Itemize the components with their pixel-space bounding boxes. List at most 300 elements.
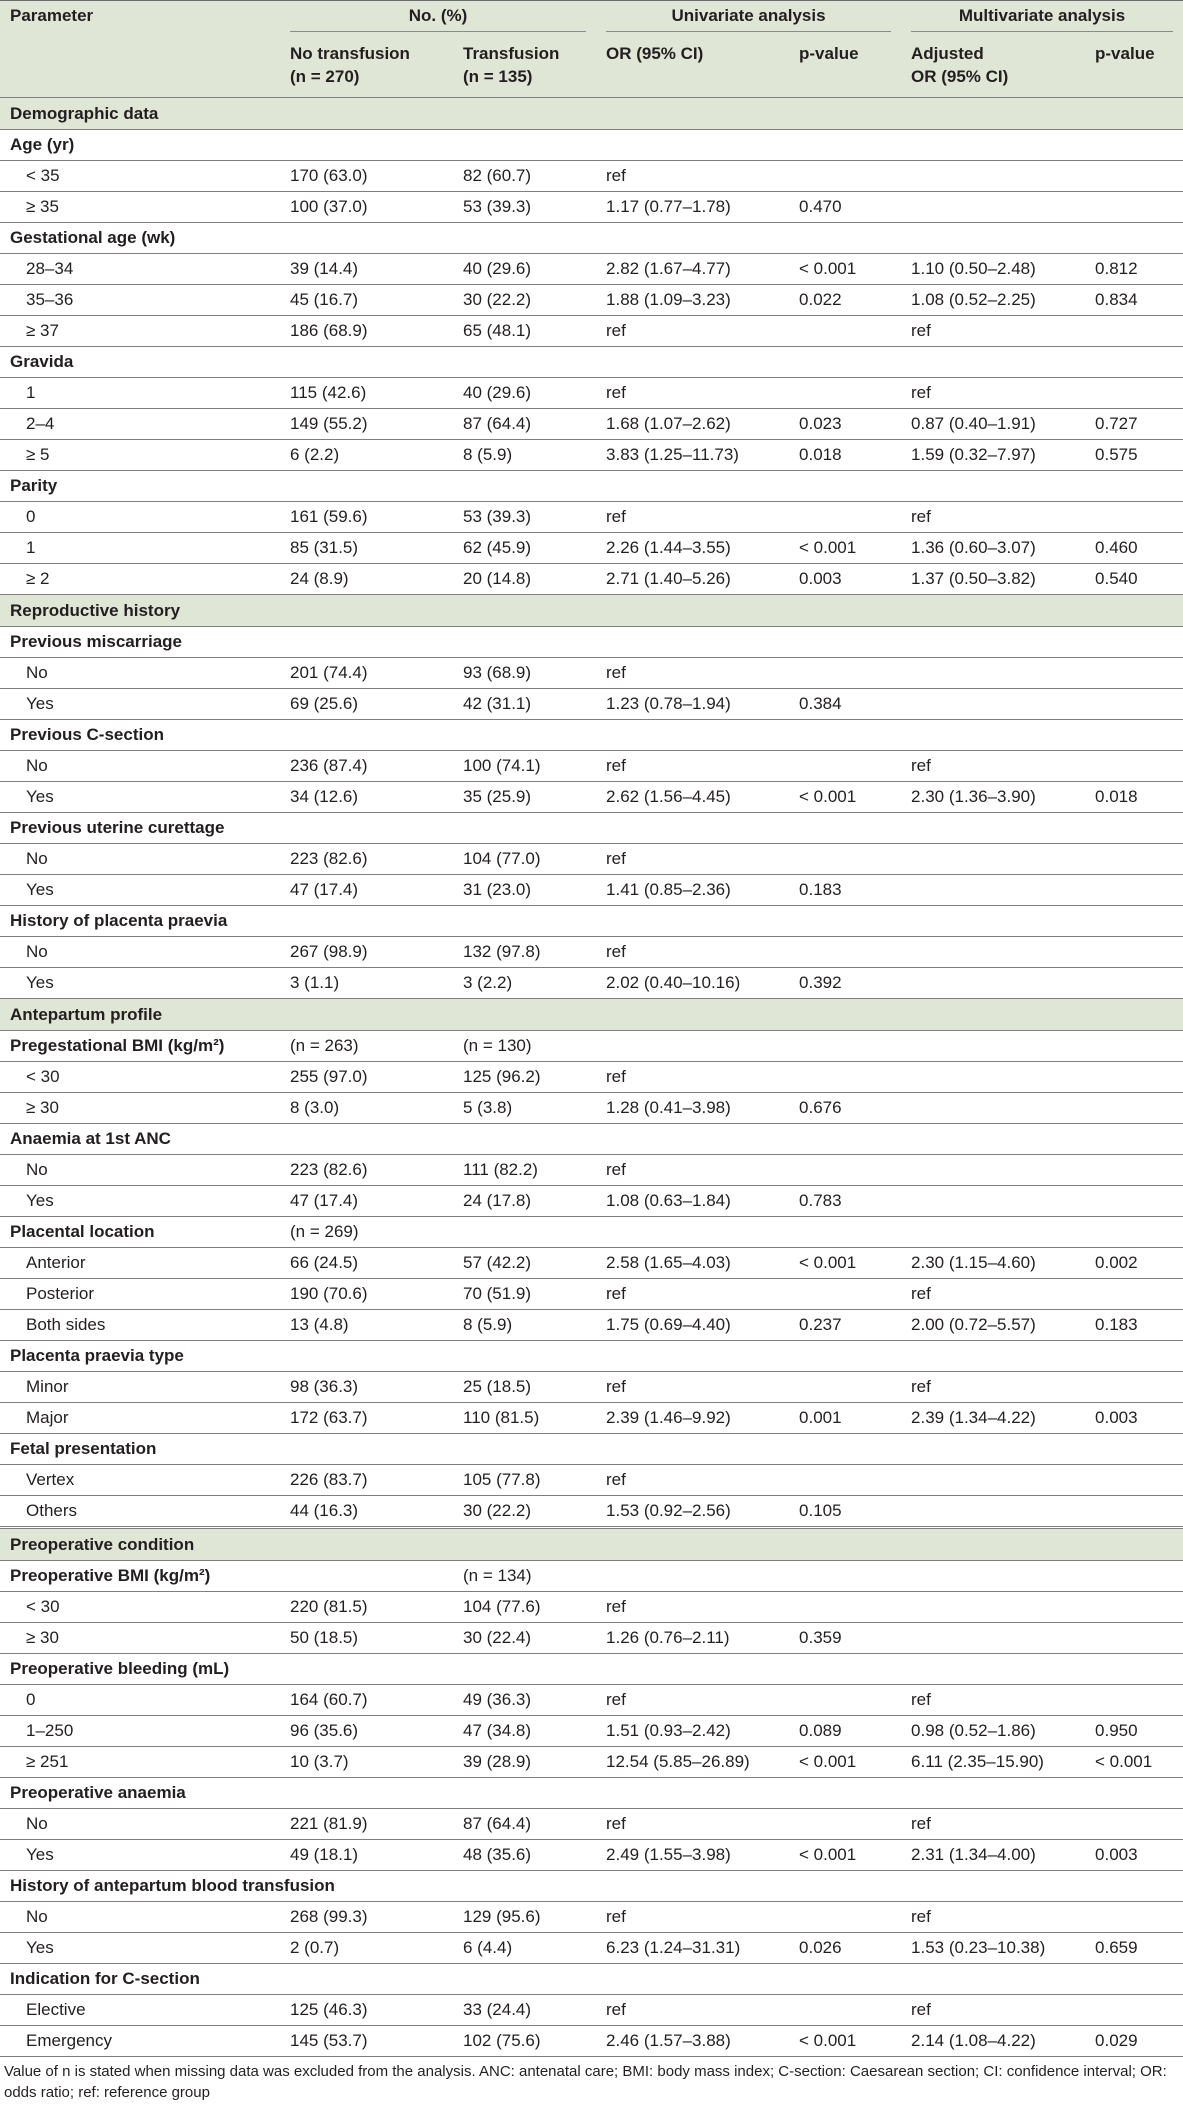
adjusted-pvalue-cell — [1085, 161, 1183, 192]
header-multivariate — [901, 1, 1183, 39]
header-no-pct-label: No. (%) — [290, 6, 586, 32]
empty-cell — [901, 347, 1085, 378]
section-row — [0, 999, 1183, 1031]
adjusted-pvalue-cell: 0.003 — [1085, 1403, 1183, 1434]
group-label: Parity — [0, 471, 280, 502]
no-transfusion-cell: 221 (81.9) — [280, 1809, 453, 1840]
group-row — [0, 906, 1183, 937]
transfusion-cell: 40 (29.6) — [453, 254, 596, 285]
or-cell: ref — [596, 1809, 789, 1840]
adjusted-pvalue-cell — [1085, 1465, 1183, 1496]
group-row — [0, 1031, 1183, 1062]
empty-cell — [789, 906, 901, 937]
adjusted-or-cell — [901, 1592, 1085, 1623]
header-no-transfusion-n: (n = 270) — [290, 67, 360, 86]
no-transfusion-cell: 145 (53.7) — [280, 2026, 453, 2057]
empty-cell — [596, 1778, 789, 1809]
adjusted-or-cell: 2.30 (1.36–3.90) — [901, 782, 1085, 813]
empty-cell — [1085, 1654, 1183, 1685]
or-cell: 1.75 (0.69–4.40) — [596, 1310, 789, 1341]
or-cell: 2.02 (0.40–10.16) — [596, 968, 789, 999]
transfusion-cell: 105 (77.8) — [453, 1465, 596, 1496]
group-row — [0, 1124, 1183, 1155]
table-row — [0, 1372, 1183, 1403]
group-n-cell — [280, 1341, 453, 1372]
adjusted-pvalue-cell: 0.003 — [1085, 1840, 1183, 1871]
empty-cell — [789, 130, 901, 161]
adjusted-or-cell — [901, 1155, 1085, 1186]
row-label: < 30 — [0, 1592, 280, 1623]
or-cell: ref — [596, 1465, 789, 1496]
adjusted-or-cell — [901, 1093, 1085, 1124]
adjusted-pvalue-cell — [1085, 1062, 1183, 1093]
no-transfusion-cell: 3 (1.1) — [280, 968, 453, 999]
group-n-cell — [453, 1964, 596, 1995]
row-label: No — [0, 937, 280, 968]
group-n-cell — [453, 720, 596, 751]
group-label: Indication for C-section — [0, 1964, 280, 1995]
no-transfusion-cell: 268 (99.3) — [280, 1902, 453, 1933]
empty-cell — [596, 223, 789, 254]
or-cell: 1.53 (0.92–2.56) — [596, 1496, 789, 1528]
header-transfusion-label: Transfusion — [463, 44, 560, 63]
adjusted-pvalue-cell — [1085, 1093, 1183, 1124]
or-cell: 2.58 (1.65–4.03) — [596, 1248, 789, 1279]
table-row — [0, 192, 1183, 223]
row-label: < 35 — [0, 161, 280, 192]
no-transfusion-cell: 50 (18.5) — [280, 1623, 453, 1654]
empty-cell — [596, 1871, 789, 1902]
adjusted-or-cell: ref — [901, 1685, 1085, 1716]
row-label: 1–250 — [0, 1716, 280, 1747]
header-adjusted-or — [901, 38, 1085, 98]
empty-cell — [596, 720, 789, 751]
transfusion-cell: 8 (5.9) — [453, 440, 596, 471]
empty-cell — [789, 1217, 901, 1248]
empty-cell — [789, 1434, 901, 1465]
no-transfusion-cell: 161 (59.6) — [280, 502, 453, 533]
row-label: Yes — [0, 1186, 280, 1217]
empty-cell — [1085, 813, 1183, 844]
or-cell: ref — [596, 1902, 789, 1933]
group-row — [0, 627, 1183, 658]
adjusted-or-cell: ref — [901, 1809, 1085, 1840]
transfusion-cell: 3 (2.2) — [453, 968, 596, 999]
adjusted-pvalue-cell — [1085, 1186, 1183, 1217]
empty-cell — [1085, 1341, 1183, 1372]
group-row — [0, 1778, 1183, 1809]
pvalue-cell — [789, 658, 901, 689]
pvalue-cell — [789, 1902, 901, 1933]
no-transfusion-cell: 47 (17.4) — [280, 875, 453, 906]
group-label: Fetal presentation — [0, 1434, 280, 1465]
no-transfusion-cell: 267 (98.9) — [280, 937, 453, 968]
group-n-cell — [280, 906, 453, 937]
table-row — [0, 1155, 1183, 1186]
group-n-cell — [453, 1217, 596, 1248]
transfusion-cell: 62 (45.9) — [453, 533, 596, 564]
adjusted-or-cell: 2.30 (1.15–4.60) — [901, 1248, 1085, 1279]
adjusted-pvalue-cell — [1085, 192, 1183, 223]
empty-cell — [901, 1654, 1085, 1685]
no-transfusion-cell: 2 (0.7) — [280, 1933, 453, 1964]
no-transfusion-cell: 186 (68.9) — [280, 316, 453, 347]
table-row — [0, 409, 1183, 440]
empty-cell — [901, 223, 1085, 254]
group-n-cell — [280, 471, 453, 502]
table-row — [0, 782, 1183, 813]
no-transfusion-cell: 39 (14.4) — [280, 254, 453, 285]
transfusion-cell: 57 (42.2) — [453, 1248, 596, 1279]
group-row — [0, 471, 1183, 502]
pvalue-cell — [789, 751, 901, 782]
transfusion-cell: 30 (22.2) — [453, 1496, 596, 1528]
row-label: ≥ 30 — [0, 1093, 280, 1124]
table-row — [0, 1933, 1183, 1964]
group-n-cell — [280, 1561, 453, 1592]
adjusted-or-cell: ref — [901, 1372, 1085, 1403]
table-row — [0, 254, 1183, 285]
adjusted-or-cell — [901, 968, 1085, 999]
empty-cell — [789, 627, 901, 658]
empty-cell — [1085, 1434, 1183, 1465]
or-cell: ref — [596, 937, 789, 968]
or-cell: 2.62 (1.56–4.45) — [596, 782, 789, 813]
no-transfusion-cell: 100 (37.0) — [280, 192, 453, 223]
transfusion-cell: 100 (74.1) — [453, 751, 596, 782]
row-label: Vertex — [0, 1465, 280, 1496]
table-row — [0, 1186, 1183, 1217]
transfusion-cell: 6 (4.4) — [453, 1933, 596, 1964]
row-label: 0 — [0, 1685, 280, 1716]
pvalue-cell — [789, 1592, 901, 1623]
empty-cell — [901, 906, 1085, 937]
adjusted-or-cell: 2.39 (1.34–4.22) — [901, 1403, 1085, 1434]
empty-cell — [901, 1124, 1085, 1155]
no-transfusion-cell: 8 (3.0) — [280, 1093, 453, 1124]
empty-cell — [901, 1778, 1085, 1809]
empty-cell — [789, 223, 901, 254]
adjusted-pvalue-cell: 0.029 — [1085, 2026, 1183, 2057]
adjusted-or-cell: 0.98 (0.52–1.86) — [901, 1716, 1085, 1747]
pvalue-cell: < 0.001 — [789, 1248, 901, 1279]
group-label: Preoperative BMI (kg/m²) — [0, 1561, 280, 1592]
empty-cell — [789, 347, 901, 378]
no-transfusion-cell: 164 (60.7) — [280, 1685, 453, 1716]
pvalue-cell: 0.470 — [789, 192, 901, 223]
row-label: Minor — [0, 1372, 280, 1403]
pvalue-cell — [789, 937, 901, 968]
header-univariate-label: Univariate analysis — [606, 6, 891, 32]
group-n-cell — [453, 1871, 596, 1902]
no-transfusion-cell: 172 (63.7) — [280, 1403, 453, 1434]
header-blank — [0, 38, 280, 98]
adjusted-or-cell — [901, 1623, 1085, 1654]
group-n-cell — [453, 1778, 596, 1809]
group-row — [0, 1434, 1183, 1465]
header-transfusion — [453, 38, 596, 98]
transfusion-cell: 40 (29.6) — [453, 378, 596, 409]
adjusted-or-cell: 1.59 (0.32–7.97) — [901, 440, 1085, 471]
adjusted-pvalue-cell — [1085, 1279, 1183, 1310]
row-label: 1 — [0, 378, 280, 409]
or-cell: ref — [596, 1372, 789, 1403]
pvalue-cell: 0.783 — [789, 1186, 901, 1217]
adjusted-or-cell: ref — [901, 502, 1085, 533]
adjusted-pvalue-cell — [1085, 844, 1183, 875]
adjusted-or-cell — [901, 1496, 1085, 1528]
or-cell: ref — [596, 161, 789, 192]
empty-cell — [1085, 1871, 1183, 1902]
pvalue-cell: < 0.001 — [789, 1747, 901, 1778]
pvalue-cell: 0.018 — [789, 440, 901, 471]
adjusted-pvalue-cell — [1085, 1496, 1183, 1528]
transfusion-cell: 24 (17.8) — [453, 1186, 596, 1217]
no-transfusion-cell: 236 (87.4) — [280, 751, 453, 782]
table-row — [0, 968, 1183, 999]
table-row — [0, 533, 1183, 564]
table-row — [0, 1093, 1183, 1124]
adjusted-pvalue-cell: 0.018 — [1085, 782, 1183, 813]
group-label: Anaemia at 1st ANC — [0, 1124, 280, 1155]
adjusted-or-cell: ref — [901, 378, 1085, 409]
no-transfusion-cell: 149 (55.2) — [280, 409, 453, 440]
empty-cell — [901, 720, 1085, 751]
table-row — [0, 1279, 1183, 1310]
row-label: ≥ 30 — [0, 1623, 280, 1654]
group-label: History of placenta praevia — [0, 906, 280, 937]
or-cell: 2.71 (1.40–5.26) — [596, 564, 789, 595]
empty-cell — [789, 720, 901, 751]
row-label: ≥ 5 — [0, 440, 280, 471]
pvalue-cell — [789, 161, 901, 192]
footnote: Value of n is stated when missing data was excluded from the analysis. ANC: antenatal care; BMI: body mass index; C-section: Caesarean section; CI: confidence interval; OR: odds ratio; ref: reference group — [4, 2063, 1167, 2101]
header-adjusted-label: Adjusted — [911, 44, 984, 63]
table-row — [0, 378, 1183, 409]
table-row — [0, 564, 1183, 595]
pvalue-cell — [789, 1465, 901, 1496]
transfusion-cell: 93 (68.9) — [453, 658, 596, 689]
adjusted-pvalue-cell — [1085, 502, 1183, 533]
group-label: Gravida — [0, 347, 280, 378]
no-transfusion-cell: 223 (82.6) — [280, 1155, 453, 1186]
section-label: Reproductive history — [0, 595, 1183, 627]
adjusted-or-cell: 2.14 (1.08–4.22) — [901, 2026, 1085, 2057]
empty-cell — [901, 1871, 1085, 1902]
pvalue-cell: 0.392 — [789, 968, 901, 999]
or-cell: ref — [596, 844, 789, 875]
transfusion-cell: 104 (77.6) — [453, 1592, 596, 1623]
group-n-cell: (n = 269) — [280, 1217, 453, 1248]
adjusted-or-cell: 1.37 (0.50–3.82) — [901, 564, 1085, 595]
no-transfusion-cell: 190 (70.6) — [280, 1279, 453, 1310]
transfusion-cell: 87 (64.4) — [453, 409, 596, 440]
group-n-cell — [453, 813, 596, 844]
row-label: No — [0, 751, 280, 782]
group-label: Placental location — [0, 1217, 280, 1248]
or-cell: 1.41 (0.85–2.36) — [596, 875, 789, 906]
empty-cell — [1085, 1964, 1183, 1995]
no-transfusion-cell: 223 (82.6) — [280, 844, 453, 875]
or-cell: 12.54 (5.85–26.89) — [596, 1747, 789, 1778]
or-cell: ref — [596, 502, 789, 533]
adjusted-or-cell — [901, 1062, 1085, 1093]
no-transfusion-cell: 96 (35.6) — [280, 1716, 453, 1747]
pvalue-cell: 0.183 — [789, 875, 901, 906]
row-label: 1 — [0, 533, 280, 564]
pvalue-cell — [789, 1995, 901, 2026]
row-label: No — [0, 1155, 280, 1186]
group-n-cell: (n = 134) — [453, 1561, 596, 1592]
or-cell: 1.88 (1.09–3.23) — [596, 285, 789, 316]
adjusted-pvalue-cell — [1085, 1155, 1183, 1186]
no-transfusion-cell: 69 (25.6) — [280, 689, 453, 720]
adjusted-pvalue-cell — [1085, 1592, 1183, 1623]
pvalue-cell — [789, 378, 901, 409]
row-label: 28–34 — [0, 254, 280, 285]
adjusted-or-cell: 6.11 (2.35–15.90) — [901, 1747, 1085, 1778]
header-adjusted-or-label: OR (95% CI) — [911, 67, 1009, 86]
adjusted-pvalue-cell — [1085, 1995, 1183, 2026]
adjusted-pvalue-cell — [1085, 316, 1183, 347]
or-cell: 1.26 (0.76–2.11) — [596, 1623, 789, 1654]
pvalue-cell: < 0.001 — [789, 1840, 901, 1871]
adjusted-or-cell — [901, 1186, 1085, 1217]
transfusion-cell: 35 (25.9) — [453, 782, 596, 813]
row-label: No — [0, 658, 280, 689]
empty-cell — [596, 1654, 789, 1685]
or-cell: ref — [596, 316, 789, 347]
group-label: Previous miscarriage — [0, 627, 280, 658]
pvalue-cell — [789, 1155, 901, 1186]
group-n-cell — [280, 1434, 453, 1465]
row-label: No — [0, 1902, 280, 1933]
table-row — [0, 1840, 1183, 1871]
row-label: Yes — [0, 875, 280, 906]
or-cell: 1.68 (1.07–2.62) — [596, 409, 789, 440]
table-row — [0, 1310, 1183, 1341]
row-label: ≥ 2 — [0, 564, 280, 595]
adjusted-pvalue-cell — [1085, 1809, 1183, 1840]
no-transfusion-cell: 6 (2.2) — [280, 440, 453, 471]
group-n-cell — [453, 906, 596, 937]
header-no-pct — [280, 1, 596, 39]
empty-cell — [1085, 906, 1183, 937]
group-row — [0, 223, 1183, 254]
no-transfusion-cell: 47 (17.4) — [280, 1186, 453, 1217]
row-label: Yes — [0, 782, 280, 813]
or-cell: 1.23 (0.78–1.94) — [596, 689, 789, 720]
adjusted-pvalue-cell: < 0.001 — [1085, 1747, 1183, 1778]
row-label: Posterior — [0, 1279, 280, 1310]
transfusion-cell: 25 (18.5) — [453, 1372, 596, 1403]
header-transfusion-n: (n = 135) — [463, 67, 533, 86]
pvalue-cell: 0.237 — [789, 1310, 901, 1341]
transfusion-cell: 5 (3.8) — [453, 1093, 596, 1124]
table-row — [0, 844, 1183, 875]
header-univariate — [596, 1, 901, 39]
table-row — [0, 502, 1183, 533]
transfusion-cell: 70 (51.9) — [453, 1279, 596, 1310]
group-row — [0, 1871, 1183, 1902]
group-label: History of antepartum blood transfusion — [0, 1871, 280, 1902]
transfusion-cell: 129 (95.6) — [453, 1902, 596, 1933]
pvalue-cell: 0.023 — [789, 409, 901, 440]
table-header — [0, 1, 1183, 98]
group-row — [0, 1341, 1183, 1372]
empty-cell — [1085, 720, 1183, 751]
empty-cell — [901, 471, 1085, 502]
adjusted-or-cell: ref — [901, 316, 1085, 347]
or-cell: ref — [596, 658, 789, 689]
transfusion-cell: 53 (39.3) — [453, 502, 596, 533]
adjusted-pvalue-cell — [1085, 689, 1183, 720]
group-n-cell — [453, 223, 596, 254]
no-transfusion-cell: 226 (83.7) — [280, 1465, 453, 1496]
empty-cell — [901, 813, 1085, 844]
empty-cell — [1085, 471, 1183, 502]
group-label: Preoperative anaemia — [0, 1778, 280, 1809]
row-label: < 30 — [0, 1062, 280, 1093]
adjusted-pvalue-cell: 0.727 — [1085, 409, 1183, 440]
adjusted-pvalue-cell: 0.183 — [1085, 1310, 1183, 1341]
empty-cell — [1085, 223, 1183, 254]
pvalue-cell — [789, 316, 901, 347]
row-label: Yes — [0, 1933, 280, 1964]
empty-cell — [596, 347, 789, 378]
adjusted-pvalue-cell: 0.460 — [1085, 533, 1183, 564]
or-cell: ref — [596, 1155, 789, 1186]
row-label: 35–36 — [0, 285, 280, 316]
group-row — [0, 1654, 1183, 1685]
group-label: Previous C-section — [0, 720, 280, 751]
table-row — [0, 1062, 1183, 1093]
group-row — [0, 1964, 1183, 1995]
adjusted-pvalue-cell: 0.659 — [1085, 1933, 1183, 1964]
table-row — [0, 1496, 1183, 1528]
pvalue-cell — [789, 502, 901, 533]
empty-cell — [1085, 130, 1183, 161]
group-row — [0, 1561, 1183, 1592]
adjusted-or-cell: ref — [901, 1279, 1085, 1310]
transfusion-cell: 104 (77.0) — [453, 844, 596, 875]
no-transfusion-cell: 66 (24.5) — [280, 1248, 453, 1279]
adjusted-pvalue-cell — [1085, 658, 1183, 689]
transfusion-cell: 20 (14.8) — [453, 564, 596, 595]
transfusion-cell: 42 (31.1) — [453, 689, 596, 720]
group-n-cell — [453, 130, 596, 161]
adjusted-or-cell: 1.36 (0.60–3.07) — [901, 533, 1085, 564]
adjusted-or-cell: 2.00 (0.72–5.57) — [901, 1310, 1085, 1341]
table-row — [0, 1809, 1183, 1840]
header-parameter: Parameter — [0, 1, 280, 39]
group-label: Placenta praevia type — [0, 1341, 280, 1372]
adjusted-pvalue-cell — [1085, 1685, 1183, 1716]
empty-cell — [596, 906, 789, 937]
adjusted-pvalue-cell — [1085, 937, 1183, 968]
pvalue-cell: 0.022 — [789, 285, 901, 316]
group-n-cell — [453, 1341, 596, 1372]
group-label: Pregestational BMI (kg/m²) — [0, 1031, 280, 1062]
empty-cell — [1085, 1778, 1183, 1809]
row-label: ≥ 251 — [0, 1747, 280, 1778]
group-row — [0, 1217, 1183, 1248]
no-transfusion-cell: 13 (4.8) — [280, 1310, 453, 1341]
pvalue-cell: 0.089 — [789, 1716, 901, 1747]
pvalue-cell: 0.676 — [789, 1093, 901, 1124]
or-cell: 6.23 (1.24–31.31) — [596, 1933, 789, 1964]
row-label: Yes — [0, 1840, 280, 1871]
